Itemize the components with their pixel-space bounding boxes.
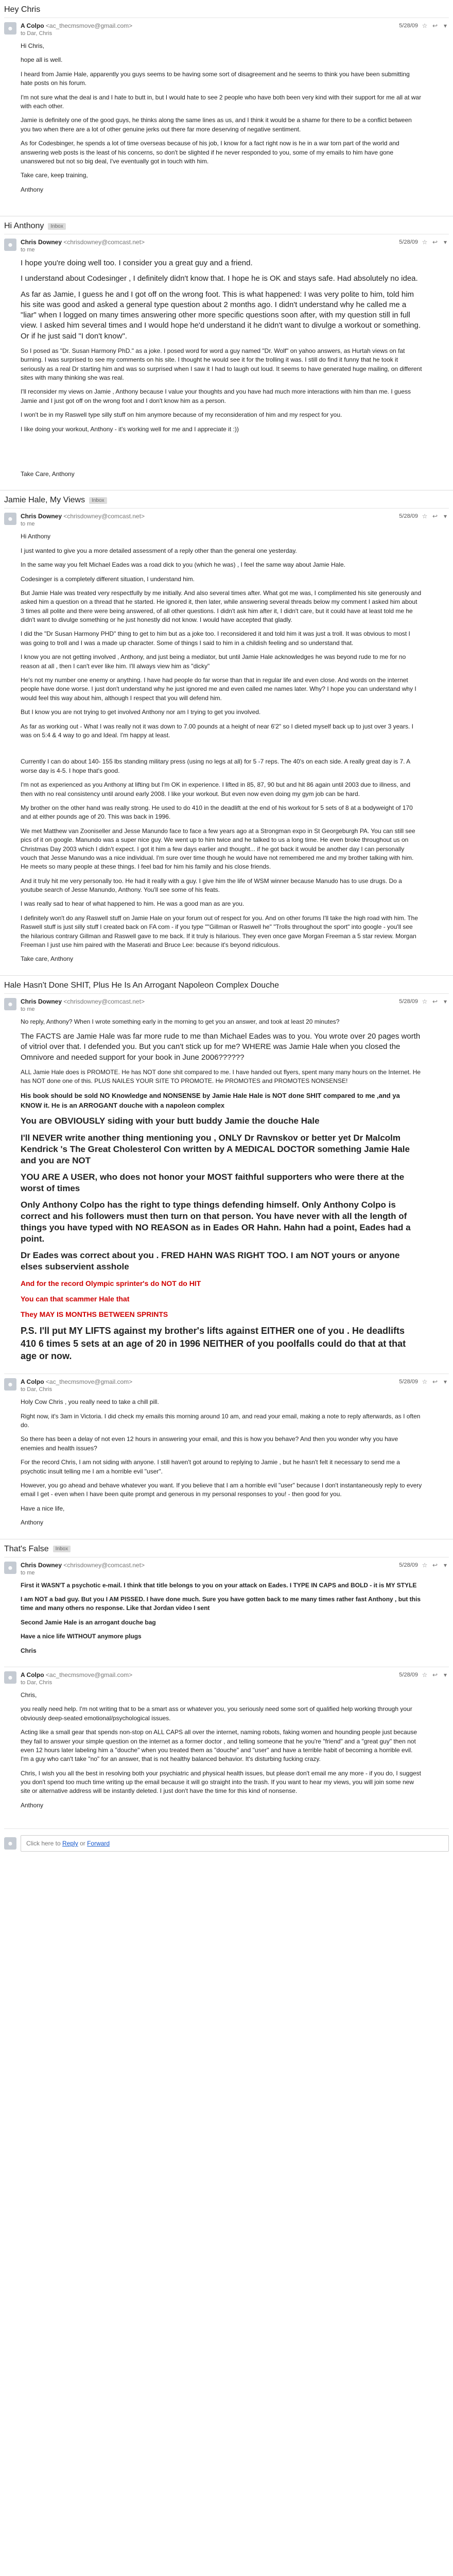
avatar: ☻ xyxy=(4,1671,16,1684)
message-paragraph: hope all is well. xyxy=(21,56,63,64)
avatar: ☻ xyxy=(4,239,16,251)
reply-link[interactable]: Reply xyxy=(62,1840,78,1848)
sender-block xyxy=(21,998,395,1012)
star-icon[interactable]: ☆ xyxy=(422,239,428,246)
message-meta xyxy=(399,1378,449,1385)
more-options-icon[interactable]: ▾ xyxy=(443,1671,447,1679)
thread-title-text: Hey Chris xyxy=(4,5,41,14)
message-paragraph: And for the record Olympic sprinter's do NOT do HIT xyxy=(21,1279,201,1287)
more-options-icon[interactable]: ▾ xyxy=(443,1561,447,1569)
reply-icon[interactable]: ↩ xyxy=(432,513,438,520)
message-meta xyxy=(399,513,449,520)
message-paragraph: As far as Jamie, I guess he and I got off on the wrong foot. This is what happened: I was very polite to him, told him his site was good and asked a general type question about 2 months ago. I didn't understand why he called me a "liar" when I logged on many times answering other more specific questions soon after, with my question still in full view. I asked him several times and I would hope he'd understand it he didn't want to divulge a workout or something. Or if he just said "I don't know". xyxy=(21,290,421,341)
message-paragraph: But I know you are not trying to get involved Anthony nor am I trying to get you involved. xyxy=(21,708,261,716)
message-body xyxy=(21,1691,422,1810)
thread-title xyxy=(0,1539,453,1557)
sender-line xyxy=(21,22,395,29)
reply-or: or xyxy=(80,1840,85,1848)
sender-name: Chris Downey xyxy=(21,997,62,1005)
message-body xyxy=(21,1398,422,1527)
message-date: 5/28/09 xyxy=(399,1379,418,1385)
avatar: ☻ xyxy=(4,1562,16,1574)
sender-block xyxy=(21,513,395,527)
message-paragraph: P.S. I'll put MY LIFTS against my brother's lifts against EITHER one of you . He deadlifts 410 6 times 5 sets at an age of 20 in 1996 NEITHER of you poolfalls could do that at that age or now. xyxy=(21,1326,406,1362)
message-paragraph: They MAY IS MONTHS BETWEEN SPRINTS xyxy=(21,1310,168,1319)
message-paragraph: However, you go ahead and behave whatever you want. If you believe that I am a horrible evil "user" because I don't instantaneously reply to every email I get - even when I have been quite prompt and generous in my personal responses to you! - then good for you. xyxy=(21,1482,422,1498)
message-paragraph: Hi Anthony xyxy=(21,533,51,540)
message-header[interactable] xyxy=(4,998,449,1012)
inbox-label-chip[interactable]: Inbox xyxy=(48,223,65,230)
message-paragraph: Dr Eades was correct about you . FRED HAHN WAS RIGHT TOO. I am NOT yours or anyone elses subservient asshole xyxy=(21,1250,400,1272)
message-paragraph: I am NOT a bad guy. But you I AM PISSED. I have done much. Sure you have gotten back to me many times rather fast Anthony , but this time and many others no response. Like that Jordan video I sent xyxy=(21,1596,421,1612)
message-paragraph: His book should be sold NO Knowledge and NONSENSE by Jamie Hale Hale is NOT done SHIT compared to me ,and ya KNOW it. He is an ARROGANT douche with a napoleon complex xyxy=(21,1091,400,1109)
avatar: ☻ xyxy=(4,1378,16,1391)
message-paragraph: I'll NEVER write another thing mentioning you , ONLY Dr Ravnskov or better yet Dr Malcolm Kendrick 's The Great Cholesterol Con written by A MEDICAL DOCTOR something Jamie Hale and you are NOT xyxy=(21,1132,410,1165)
message-paragraph: You are OBVIOUSLY siding with your butt buddy Jamie the douche Hale xyxy=(21,1116,320,1126)
message-paragraph: I did the "Dr Susan Harmony PHD" thing to get to him but as a joke too. I reconsidered it and told him it was just a troll. It was obvious to most I was going to troll and I was a made up character. Some of things I said to him in a childish feeling and so understand that. xyxy=(21,630,410,647)
avatar: ☻ xyxy=(4,1837,16,1850)
star-icon[interactable]: ☆ xyxy=(422,22,428,29)
message-header[interactable] xyxy=(4,513,449,527)
message-body xyxy=(21,1018,422,1363)
message-paragraph: I know you are not getting involved , Anthony, and just being a mediator, but until Jamie Hale acknowledges he was beyond rude to me for no reason at all , then I can't ever like him. I'll always view him as "dicky" xyxy=(21,653,406,670)
message-paragraph: Hi Chris, xyxy=(21,42,45,49)
message-paragraph: But Jamie Hale was treated very respectfully by me initially. And also several times after. What got me was, I complimented his site generously and asked him a question on a thread that he started. He ignored it, then later, while answering several threads below my comment I asked him about 3 times all polite and there were being answered, of all other questions. I didn't ask him after it, I didn't care, but it could have at least told me he didn't want to divulge something or he just honestly did not know. I would have accepted that gladly. xyxy=(21,589,422,624)
message-body xyxy=(21,1581,422,1655)
avatar: ☻ xyxy=(4,513,16,525)
message-paragraph: I like doing your workout, Anthony - it's working well for me and I appreciate it :)) xyxy=(21,425,239,433)
more-options-icon[interactable]: ▾ xyxy=(443,239,447,246)
message-paragraph: I was really sad to hear of what happened to him. He was a good man as are you. xyxy=(21,900,245,908)
message-meta xyxy=(399,998,449,1005)
message-paragraph: I won't be in my Raswell type silly stuff on him anymore because of my reconsideration of him and my respect for you. xyxy=(21,411,342,419)
message-paragraph: Anthony xyxy=(21,1519,44,1527)
email-message[interactable] xyxy=(4,993,449,1374)
thread-title-text: That's False xyxy=(4,1544,49,1553)
recipient-line: to Dar, Chris xyxy=(21,30,53,37)
thread-title xyxy=(0,0,453,18)
sender-block xyxy=(21,22,395,37)
sender-email: <chrisdowney@comcast.net> xyxy=(63,239,145,246)
more-options-icon[interactable]: ▾ xyxy=(443,513,447,520)
sender-email: <ac_thecmsmove@gmail.com> xyxy=(45,1671,133,1679)
sender-line xyxy=(21,513,395,520)
star-icon[interactable]: ☆ xyxy=(422,513,428,520)
email-message[interactable] xyxy=(4,1557,449,1667)
message-paragraph: I heard from Jamie Hale, apparently you guys seems to be having some sort of disagreement and he seems to think you have been submitting hate posts on his forum. xyxy=(21,70,410,87)
message-paragraph: For the record Chris, I am not siding with anyone. I still haven't got around to replying to Jamie , but he hasn't felt it necessary to send me a psychotic insult telling me I am a horrible evil "user". xyxy=(21,1459,400,1475)
avatar: ☻ xyxy=(4,22,16,35)
sender-name: A Colpo xyxy=(21,1378,44,1386)
inbox-label-chip[interactable]: Inbox xyxy=(53,1546,71,1552)
message-paragraph: I understand about Codesinger , I definitely didn't know that. I hope he is OK and stays safe. Had absolutely no idea. xyxy=(21,274,418,283)
reply-bar xyxy=(4,1828,449,1852)
message-paragraph: I just wanted to give you a more detailed assessment of a reply other than the general one yesterday. xyxy=(21,547,297,554)
recipient-line: to me xyxy=(21,521,35,528)
sender-line xyxy=(21,1562,395,1569)
message-paragraph: So I posed as "Dr. Susan Harmony PhD." as a joke. I posed word for word a guy named "Dr. Wolf" on yahoo answers, as Hurtah views on fat burning. I was surprised to see my comments on his site. I thought he would see it for the trolling it was. I still do find it funny that he took it seriously as a real Dr starting him and was so surprised when I saw it I had to laugh out loud. It seems to have generated huge mailing, on different sites with many thinking she was real. xyxy=(21,347,422,381)
recipient-line: to Dar, Chris xyxy=(21,1679,53,1686)
thread-title-text: Hi Anthony xyxy=(4,222,44,231)
message-date: 5/28/09 xyxy=(399,513,418,520)
message-paragraph: As far as working out - What I was really not it was down to 7.00 pounds at a height of near 6'2" so I dieted myself back up to just over 3 years. I was on 5:4 & 4 way to go and Ideal. I'm happy at least. xyxy=(21,722,413,739)
sender-line xyxy=(21,1671,395,1679)
message-paragraph: Right now, it's 3am in Victoria. I did check my emails this morning around 10 am, and read your email, making a note to reply afterwards, as I often do. xyxy=(21,1412,421,1429)
message-paragraph: I'm not as experienced as you Anthony at lifting but I'm OK in experience. I lifted in 85, 87, 90 but and hit 86 again until 2003 due to illness, and then with no real consistency until around early 2008. I like your workout. But even now even doing my gym job can be hard. xyxy=(21,781,411,798)
more-options-icon[interactable]: ▾ xyxy=(443,22,447,29)
thread-title xyxy=(0,490,453,508)
message-paragraph: I definitely won't do any Raswell stuff on Jamie Hale on your forum out of respect for you. And on other forums I'll take the high road with him. The Raswell stuff is just silly stuff I created back on FA com - if you type ""Gillman or Raswell he" "Trolls throughout the sport" into google - you'll see the hilarious contrary Gillman and Raswell gave to me back. If it truly is hilarious. They even once gave Morgan Freeman a 5 star review. Morgan Freeman I just use him paired with the Maserati and Bruce Lee: because it's beyond ridiculous. xyxy=(21,914,418,949)
inbox-label-chip[interactable]: Inbox xyxy=(89,497,107,504)
reply-icon[interactable]: ↩ xyxy=(432,997,438,1005)
message-paragraph: Take care, Anthony xyxy=(21,955,74,963)
message-date: 5/28/09 xyxy=(399,998,418,1005)
sender-email: <chrisdowney@comcast.net> xyxy=(63,1561,145,1569)
message-paragraph: Take care, keep training, xyxy=(21,172,88,179)
message-paragraph: you really need help. I'm not writing that to be a smart ass or whatever you, you seriously need some sort of qualified help working through your obviously deep-seated emotional/psychological issues. xyxy=(21,1705,412,1722)
thread-title xyxy=(0,216,453,234)
message-date: 5/28/09 xyxy=(399,239,418,246)
message-meta xyxy=(399,1671,449,1679)
message-paragraph: ALL Jamie Hale does is PROMOTE. He has NOT done shit compared to me. I have handed out flyers, spent many many hours on the Internet. He has NOT done one of this. PLUS NAILES YOUR SITE TO PROMOTE. He PROMOTES and PROMOTES NONSENSE! xyxy=(21,1068,421,1085)
message-paragraph: No reply, Anthony? When I wrote something early in the morning to get you an answer, and took at least 20 minutes? xyxy=(21,1018,340,1025)
more-options-icon[interactable]: ▾ xyxy=(443,997,447,1005)
message-paragraph: We met Matthew van Zooniseller and Jesse Manundo face to face a few years ago at a Strongman expo in St Georgeburgh PA. You can still see pics of it on google. Manundo was a super nice guy. We went up to him twice and he talked to us a long time. He even broke throughout us on Christmas Day 2003 which I didn't expect. I got it him a few days earlier and thought... if he got back it would be another day I can personally vouch that Jesse Manundo was a nice individual. I'm sure over time though he would have not remembered me and my brother talking with him. He meets so many people at these things. I feel bad for him his family and his close friends. xyxy=(21,827,415,871)
message-meta xyxy=(399,1562,449,1569)
email-message[interactable] xyxy=(4,234,449,490)
message-paragraph: Holy Cow Chris , you really need to take a chill pill. xyxy=(21,1398,159,1406)
reply-icon[interactable]: ↩ xyxy=(432,1671,438,1679)
message-paragraph: Chris xyxy=(21,1647,37,1654)
forward-link[interactable]: Forward xyxy=(87,1840,110,1848)
more-options-icon[interactable]: ▾ xyxy=(443,1378,447,1386)
message-header[interactable] xyxy=(4,1378,449,1393)
message-paragraph: Have a nice life WITHOUT anymore plugs xyxy=(21,1633,142,1640)
reply-icon[interactable]: ↩ xyxy=(432,1561,438,1569)
reply-icon[interactable]: ↩ xyxy=(432,22,438,29)
sender-email: <ac_thecmsmove@gmail.com> xyxy=(45,22,133,29)
thread-title-text: Hale Hasn't Done SHIT, Plus He Is An Arrogant Napoleon Complex Douche xyxy=(4,980,279,990)
message-body xyxy=(21,258,422,479)
message-paragraph: Codesinger is a completely different situation, I understand him. xyxy=(21,575,195,583)
email-message[interactable] xyxy=(4,18,449,206)
message-paragraph: The FACTS are Jamie Hale was far more rude to me than Michael Eades was to you. You wrote over 20 pages worth of vitriol over that. I defended you. But you can't stick up for me? WHERE was Jamie Hale when you closed the Omnivore and needed support for your book in June 2006?????? xyxy=(21,1032,421,1062)
message-paragraph: In the same way you felt Michael Eades was a road dick to you (which he was) , I feel the same way about Jamie Hale. xyxy=(21,561,345,569)
star-icon[interactable]: ☆ xyxy=(422,997,428,1005)
message-paragraph: First it WASN'T a psychotic e-mail. I think that title belongs to you on your attack on Eades. I TYPE IN CAPS and BOLD - it is MY STYLE xyxy=(21,1581,417,1589)
message-body xyxy=(21,532,422,963)
email-message[interactable] xyxy=(4,508,449,975)
sender-name: Chris Downey xyxy=(21,239,62,246)
message-paragraph: I'll reconsider my views on Jamie , Anthony because I value your thoughts and you have had much more interactions with him than me. I guess Jamie and I just got off on the wrong foot and I don't know him as a person. xyxy=(21,388,411,404)
sender-block xyxy=(21,239,395,253)
message-header[interactable] xyxy=(4,1562,449,1576)
message-date: 5/28/09 xyxy=(399,23,418,29)
message-paragraph: Take Care, Anthony xyxy=(21,470,75,478)
sender-line xyxy=(21,1378,395,1385)
recipient-line: to me xyxy=(21,247,35,253)
message-paragraph: Anthony xyxy=(21,185,44,193)
reply-icon[interactable]: ↩ xyxy=(432,239,438,246)
message-paragraph: You can that scammer Hale that xyxy=(21,1294,130,1303)
message-date: 5/28/09 xyxy=(399,1671,418,1678)
reply-box[interactable] xyxy=(21,1835,449,1852)
message-header[interactable] xyxy=(4,22,449,37)
message-paragraph: Have a nice life, xyxy=(21,1504,65,1512)
message-meta xyxy=(399,22,449,29)
message-body xyxy=(21,42,422,194)
message-paragraph: My brother on the other hand was really strong. He used to do 410 in the deadlift at the end of his workout for 5 sets of 8 at a bodyweight of 170 and at either pounds age of 20. This was back in 1996. xyxy=(21,804,413,821)
message-paragraph: Anthony xyxy=(21,1801,44,1809)
sender-email: <chrisdowney@comcast.net> xyxy=(63,513,145,520)
email-message[interactable] xyxy=(4,1374,449,1538)
sender-block xyxy=(21,1562,395,1576)
message-paragraph: Currently I can do about 140- 155 lbs standing military press (using no legs at all) for 5 -7 reps. The 40's on each side. A really great day is 7. A worse day is 4-5. I hope that's good. xyxy=(21,758,410,774)
sender-name: Chris Downey xyxy=(21,1561,62,1569)
star-icon[interactable]: ☆ xyxy=(422,1671,428,1679)
message-paragraph: YOU ARE A USER, who does not honor your MOST faithful supporters who were there at the worst of times xyxy=(21,1172,405,1193)
reply-prompt: Click here to xyxy=(26,1840,61,1848)
star-icon[interactable]: ☆ xyxy=(422,1378,428,1386)
message-paragraph: Only Anthony Colpo has the right to type things defending himself. Only Anthony Colpo is correct and his followers must then turn on that person. You have never with all the length of things you have typed with NO REASON as in Eades OR Hahn. Hahn had a point, Eades had a point. xyxy=(21,1199,411,1244)
message-paragraph: Jamie is definitely one of the good guys, he thinks along the same lines as us, and I think it would be a shame for there to be a conflict between you two when there are a lot of other genuine jerks out there far more deserving of negative sentiment. xyxy=(21,116,412,133)
message-header[interactable] xyxy=(4,1671,449,1686)
message-paragraph: Chris, xyxy=(21,1691,37,1699)
thread-title xyxy=(0,975,453,993)
message-paragraph: Second Jamie Hale is an arrogant douche bag xyxy=(21,1618,156,1626)
message-paragraph: Chris, I wish you all the best in resolving both your psychiatric and physical health issues, but please don't email me any more - if you do, I suggest you don't spend too much time writing up the email because it will go straight into the trash. If you want to hear my views, you will join some new site or alternative address will be instantly deleted. I just don't have the time for this kind of nonsense. xyxy=(21,1769,422,1795)
sender-email: <ac_thecmsmove@gmail.com> xyxy=(45,1378,133,1386)
email-message[interactable] xyxy=(4,1667,449,1821)
message-paragraph: So there has been a delay of not even 12 hours in answering your email, and this is how you behave? And then you wonder why you have enemies and health issues? xyxy=(21,1435,398,1452)
sender-line xyxy=(21,998,395,1005)
sender-email: <chrisdowney@comcast.net> xyxy=(63,997,145,1005)
recipient-line: to me xyxy=(21,1006,35,1012)
message-paragraph: As for Codesbinger, he spends a lot of time overseas because of his job, I know for a fact right now is he in a war torn part of the world and answering web posts is the least of his concerns, so don't be slighted if he never responded to you, some of my emails to him have gone unanswered but not so big deal, I've eventually got in touch with him. xyxy=(21,140,399,165)
message-paragraph: I hope you're doing well too. I consider you a great guy and a friend. xyxy=(21,259,253,268)
recipient-line: to Dar, Chris xyxy=(21,1386,53,1393)
sender-line xyxy=(21,239,395,246)
message-paragraph: He's not my number one enemy or anything. I have had people do far worse than that in regular life and even close. And words on the internet people have done worse. I just don't understand why he just ignored me and even called me names later. Why? I hope you can understand why I would feel this way about him, although I respect that you will defend him. xyxy=(21,676,416,702)
thread-title-text: Jamie Hale, My Views xyxy=(4,496,85,505)
sender-block xyxy=(21,1671,395,1686)
sender-block xyxy=(21,1378,395,1393)
sender-name: A Colpo xyxy=(21,22,44,29)
message-date: 5/28/09 xyxy=(399,1562,418,1568)
message-paragraph: I'm not sure what the deal is and I hate to butt in, but I would hate to see 2 people who have both been very kind with their support for me all at war with each other. xyxy=(21,93,422,110)
reply-icon[interactable]: ↩ xyxy=(432,1378,438,1386)
star-icon[interactable]: ☆ xyxy=(422,1561,428,1569)
message-meta xyxy=(399,239,449,246)
sender-name: Chris Downey xyxy=(21,513,62,520)
avatar: ☻ xyxy=(4,998,16,1010)
message-paragraph: And it truly hit me very personally too. He had it really with a guy. I give him the life of WSM winner because Manudo has to use drugs. Do a youtube search of Jesse Manundo, Anthony. You'll see some of his feats. xyxy=(21,877,402,894)
message-paragraph: Acting like a small gear that spends non-stop on ALL CAPS all over the internet, naming robots, faking women and hounding people just because they fail to answer your simple question on the internet as a former doctor , and telling someone that he you're "friend" and a "great guy" then not even 12 hours later labeling him a "douche" when you treated them as "douche" and "user" and have a terrible habit of becoming a horrible evil. I'm a guy who can't take "no" for an answer, that is not healthy balanced behavior. It's disturbing fucking crazy. xyxy=(21,1728,417,1763)
message-header[interactable] xyxy=(4,239,449,253)
recipient-line: to me xyxy=(21,1569,35,1576)
sender-name: A Colpo xyxy=(21,1671,44,1679)
